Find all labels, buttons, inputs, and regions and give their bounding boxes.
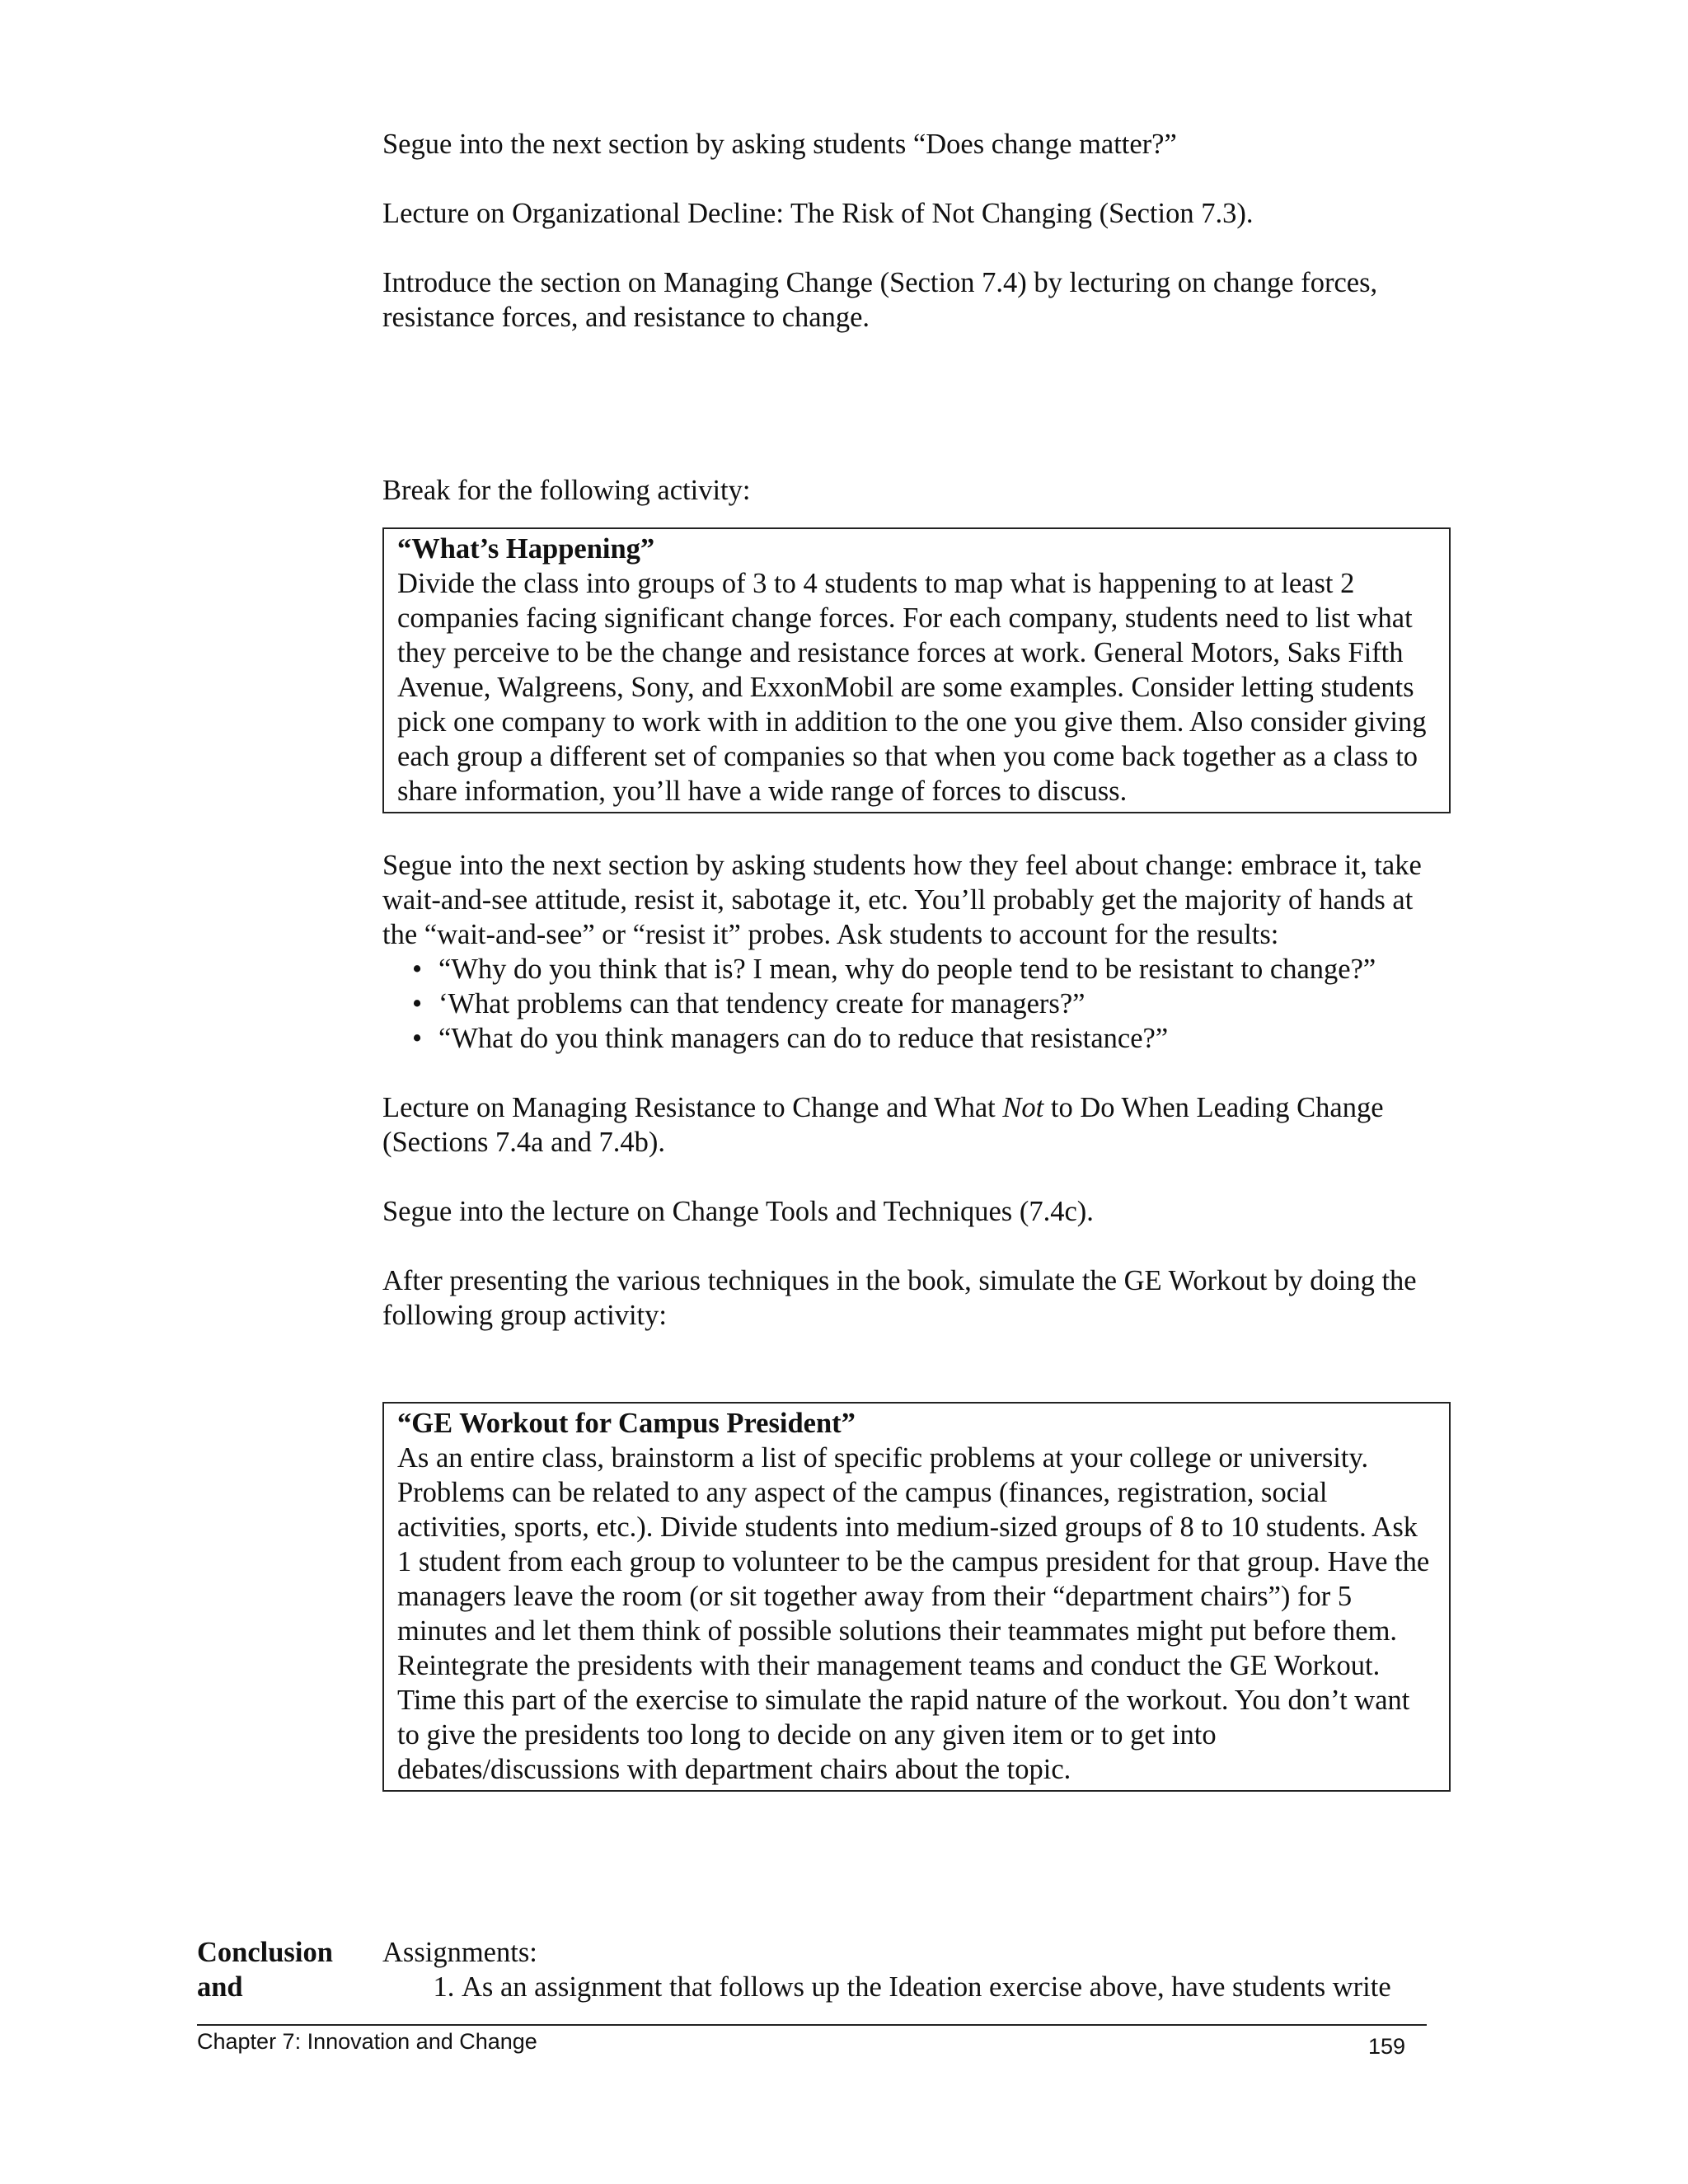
activity-body: Divide the class into groups of 3 to 4 students to map what is happening to at least 2 companies facing significant change forces. For each company, students need to list what they perceive to be the change and resistance forces at work. General Motors, Saks Fifth Avenue, Walgreens, Sony, and ExxonMobil are some examples. Consider letting students pick one company to work with in addition to the one you give them. Also consider giving each group a different set of companies so that when you come back together as a class to share information, you’ll have a wide range of forces to discuss. [397,568,1427,807]
question-list [382,952,1451,1056]
section-side-label: Conclusion and [197,1937,333,2003]
paragraph-ge-workout-intro: After presenting the various techniques in the book, simulate the GE Workout by doing the following group activity: [382,1265,1417,1331]
paragraph-lecture-resistance: Lecture on Managing Resistance to Change and What Not to Do When Leading Change (Sections 7.4a and 7.4b). [382,1092,1384,1158]
paragraph-break-activity: Break for the following activity: [382,475,751,506]
paragraph-segue-feelings: Segue into the next section by asking students how they feel about change: embrace it, take wait-and-see attitude, resist it, sabotage it, etc. You’ll probably get the majority of hands at the “wait-and-see” or “resist it” probes. Ask students to account for the results: [382,850,1422,950]
main-content [382,127,1451,1826]
footer-chapter: Chapter 7: Innovation and Change [197,2029,537,2054]
footer-divider [197,2024,1427,2026]
activity-box-whats-happening [382,527,1451,813]
activity-body: As an entire class, brainstorm a list of specific problems at your college or university. Problems can be related to any aspect of the campus (finances, registration, social activities, sports, etc.). Divide students into medium-sized groups of 8 to 10 students. Ask 1 student from each group to volunteer to be the campus president for that group. Have the managers leave the room (or sit together away from their “department chairs”) for 5 minutes and let them think of possible solutions their teammates might put before them. Reintegrate the presidents with their management teams and conduct the GE Workout. Time this part of the exercise to simulate the rapid nature of the workout. You don’t want to give the presidents too long to decide on any given item or to get into debates/discussions with department chairs about the topic. [397,1442,1430,1785]
list-item: • ‘What problems can that tendency create for managers?” [438,987,1451,1021]
activity-title: “What’s Happening” [397,533,655,565]
paragraph-managing-change: Introduce the section on Managing Change (Section 7.4) by lecturing on change forces, resistance forces, and resistance to change. [382,267,1378,333]
assignments-heading: Assignments: [382,1937,537,1968]
list-item: • “What do you think managers can do to reduce that resistance?” [438,1021,1451,1056]
activity-box-ge-workout [382,1402,1451,1792]
list-item: 1. As an assignment that follows up the Ideation exercise above, have students write [462,1970,1454,2004]
paragraph-segue-change-matter: Segue into the next section by asking students “Does change matter?” [382,129,1177,160]
assignments-section [382,1935,1454,2004]
paragraph-lecture-decline: Lecture on Organizational Decline: The Risk of Not Changing (Section 7.3). [382,198,1254,229]
page-number: 159 [1368,2034,1406,2059]
paragraph-segue-tools: Segue into the lecture on Change Tools and Techniques (7.4c). [382,1196,1094,1227]
activity-title: “GE Workout for Campus President” [397,1408,856,1439]
assignments-list [382,1970,1454,2004]
list-item: • “Why do you think that is? I mean, why do people tend to be resistant to change?” [438,952,1451,987]
